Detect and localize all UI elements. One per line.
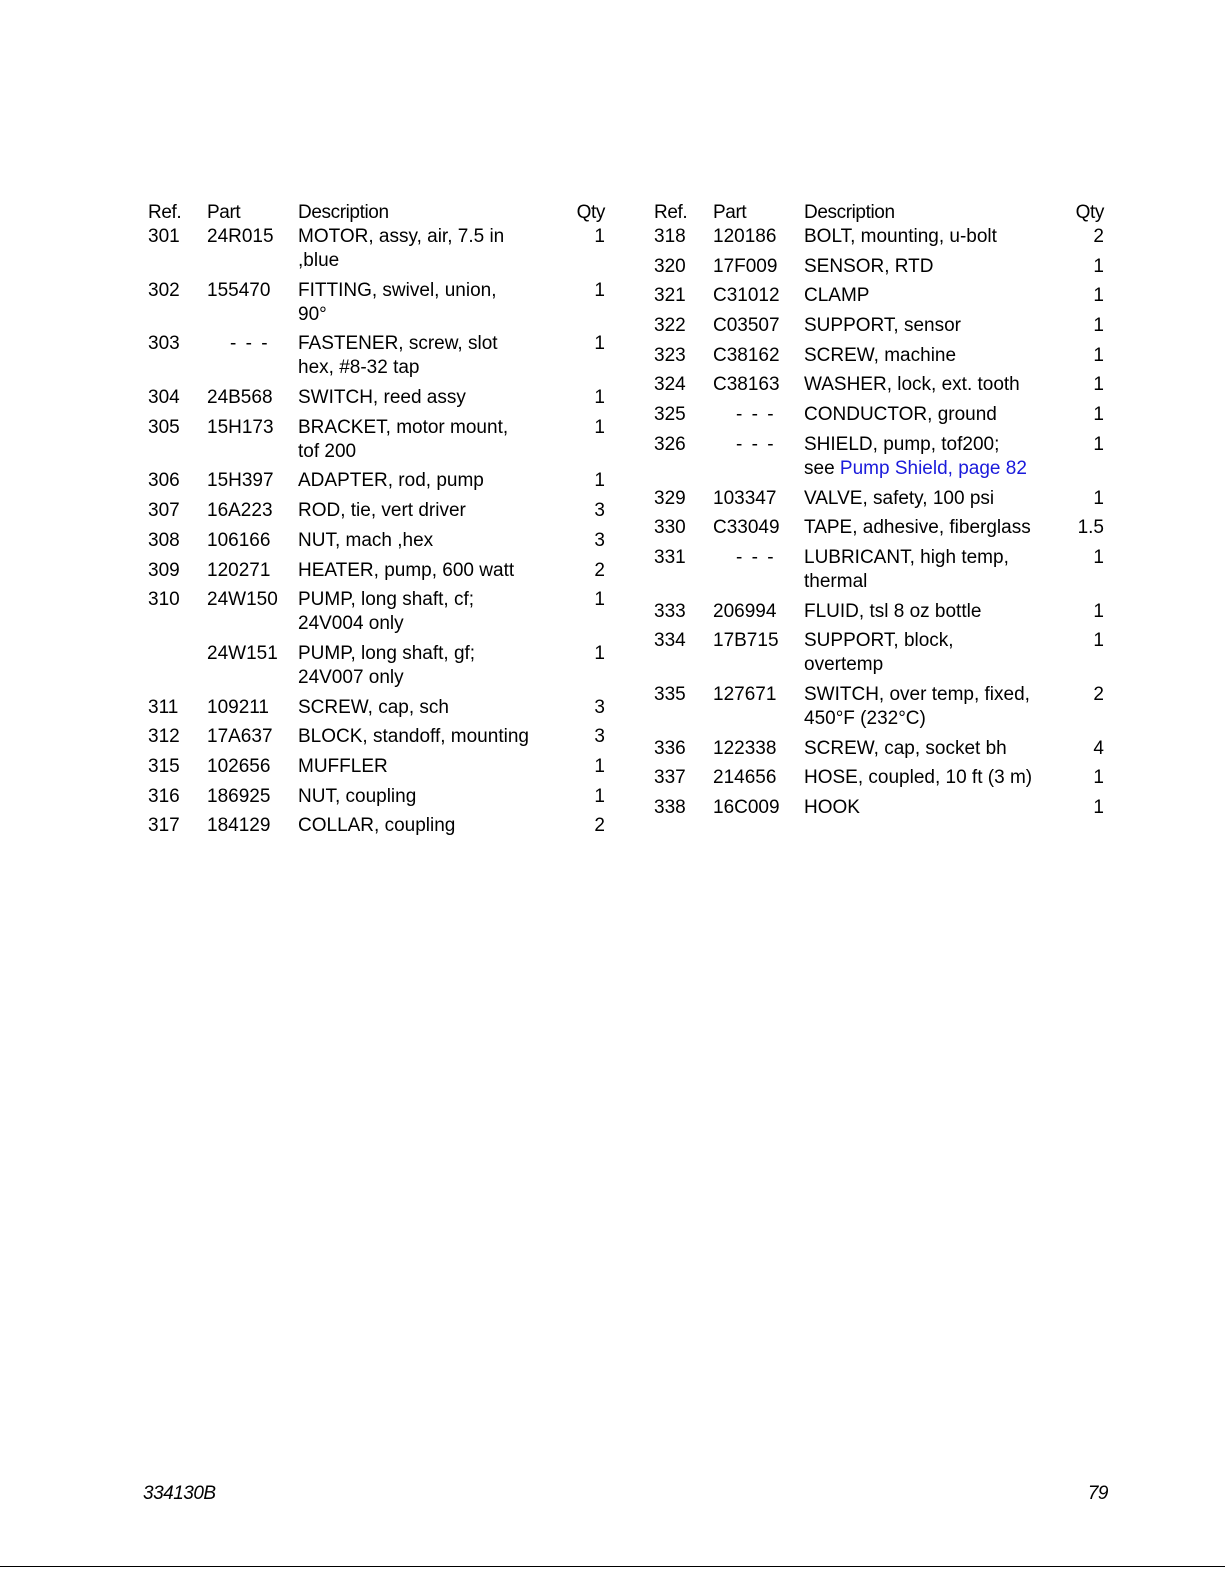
qty-cell: 1 xyxy=(594,387,605,409)
part-cell: - - - xyxy=(736,546,776,568)
description-line: FLUID, tsl 8 oz bottle xyxy=(804,600,982,622)
part-cell: C33049 xyxy=(713,517,780,539)
qty-cell: 1 xyxy=(1093,404,1104,426)
ref-cell: 320 xyxy=(654,255,686,277)
description-header: Description xyxy=(298,202,389,223)
description-cell xyxy=(298,469,548,499)
ref-cell: 321 xyxy=(654,285,686,307)
description-cell xyxy=(298,499,548,529)
qty-cell: 1 xyxy=(1093,600,1104,622)
qty-cell: 1 xyxy=(1093,797,1104,818)
description-line: SUPPORT, block, xyxy=(804,630,954,652)
description-cell xyxy=(804,344,1064,374)
description-cell xyxy=(298,279,548,333)
part-cell: - - - xyxy=(736,404,776,426)
ref-cell: 309 xyxy=(148,559,180,581)
table-row xyxy=(654,403,1104,433)
description-cell xyxy=(804,516,1064,546)
table-row xyxy=(148,755,605,785)
parts-rows-left xyxy=(148,225,605,844)
qty-cell: 1 xyxy=(594,470,605,492)
description-cell xyxy=(804,284,1064,314)
table-row xyxy=(654,766,1104,796)
description-cell xyxy=(298,225,548,279)
qty-cell: 1 xyxy=(594,785,605,807)
qty-header: Qty xyxy=(576,202,605,223)
table-row xyxy=(148,386,605,416)
ref-cell: 308 xyxy=(148,529,180,551)
ref-cell: 337 xyxy=(654,767,686,789)
part-cell: C03507 xyxy=(713,315,780,337)
description-line: hex, #8-32 tap xyxy=(298,357,420,379)
description-cell xyxy=(298,588,548,642)
table-row xyxy=(148,814,605,844)
table-row xyxy=(654,433,1104,487)
description-line: VALVE, safety, 100 psi xyxy=(804,487,995,509)
qty-cell: 3 xyxy=(594,529,605,551)
ref-cell: 311 xyxy=(148,696,179,718)
part-cell: 24B568 xyxy=(207,387,273,409)
description-line: NUT, coupling xyxy=(298,785,417,807)
description-line: COLLAR, coupling xyxy=(298,815,456,837)
description-line: ROD, tie, vert driver xyxy=(298,500,466,522)
table-row xyxy=(654,629,1104,683)
qty-cell: 2 xyxy=(1093,683,1104,705)
ref-cell: 303 xyxy=(148,333,180,355)
table-row xyxy=(654,255,1104,285)
table-row xyxy=(654,487,1104,517)
part-cell: 17F009 xyxy=(713,255,778,277)
qty-cell: 1 xyxy=(1093,487,1104,509)
qty-cell: 1 xyxy=(594,755,605,777)
table-row xyxy=(654,314,1104,344)
table-row xyxy=(148,588,605,642)
description-line: SCREW, machine xyxy=(804,344,957,366)
cross-reference-line xyxy=(804,457,1064,481)
description-header: Description xyxy=(804,202,895,223)
description-cell xyxy=(804,737,1064,767)
description-cell xyxy=(804,255,1064,285)
part-cell: 17B715 xyxy=(713,630,779,652)
table-row xyxy=(654,546,1104,600)
description-line: CLAMP xyxy=(804,285,870,307)
table-header-row xyxy=(654,197,1104,225)
part-cell: 206994 xyxy=(713,600,777,622)
ref-cell: 335 xyxy=(654,683,686,705)
ref-cell: 323 xyxy=(654,344,686,366)
part-cell: 24W150 xyxy=(207,589,278,611)
description-line: thermal xyxy=(804,570,868,592)
ref-cell: 329 xyxy=(654,487,686,509)
part-cell: 120186 xyxy=(713,226,777,247)
table-row xyxy=(148,696,605,726)
qty-cell: 1 xyxy=(594,642,605,664)
part-cell: 127671 xyxy=(713,683,777,705)
part-cell: C38163 xyxy=(713,374,780,396)
description-cell xyxy=(804,766,1064,796)
ref-cell: 315 xyxy=(148,755,180,777)
table-row xyxy=(654,225,1104,255)
table-row xyxy=(654,284,1104,314)
table-row xyxy=(654,600,1104,630)
ref-cell: 336 xyxy=(654,737,686,759)
ref-cell: 307 xyxy=(148,500,180,522)
qty-header: Qty xyxy=(1075,202,1104,223)
description-cell xyxy=(804,487,1064,517)
part-cell: 24R015 xyxy=(207,226,274,247)
pump-shield-link[interactable]: Pump Shield, page 82 xyxy=(839,457,1027,479)
description-line: ADAPTER, rod, pump xyxy=(298,470,484,492)
description-line: TAPE, adhesive, fiberglass xyxy=(804,517,1031,539)
part-cell: 186925 xyxy=(207,785,271,807)
description-line: HEATER, pump, 600 watt xyxy=(298,559,515,581)
table-row xyxy=(654,737,1104,767)
description-cell xyxy=(804,796,1064,826)
description-line: CONDUCTOR, ground xyxy=(804,404,997,426)
description-line: SUPPORT, sensor xyxy=(804,315,961,337)
description-cell xyxy=(804,373,1064,403)
qty-cell: 1 xyxy=(1093,433,1104,455)
part-header: Part xyxy=(207,202,241,223)
part-cell: C31012 xyxy=(713,285,780,307)
part-cell: 15H173 xyxy=(207,416,274,438)
description-line: 450°F (232°C) xyxy=(804,707,926,729)
qty-cell: 1 xyxy=(1093,767,1104,789)
ref-cell: 312 xyxy=(148,726,180,748)
table-row xyxy=(148,529,605,559)
see-prefix: see xyxy=(804,457,840,479)
qty-cell: 1 xyxy=(1093,285,1104,307)
description-cell xyxy=(298,696,548,726)
description-line: PUMP, long shaft, gf; xyxy=(298,642,476,664)
description-line: SHIELD, pump, tof200; xyxy=(804,433,1000,455)
table-row xyxy=(148,469,605,499)
description-line: 90° xyxy=(298,303,327,325)
description-cell xyxy=(804,433,1064,487)
part-cell: 214656 xyxy=(713,767,777,789)
description-line: BLOCK, standoff, mounting xyxy=(298,726,529,748)
part-cell: C38162 xyxy=(713,344,780,366)
ref-cell: 322 xyxy=(654,315,686,337)
table-row xyxy=(654,796,1104,826)
table-row xyxy=(148,225,605,279)
part-cell: 155470 xyxy=(207,279,271,301)
description-line: PUMP, long shaft, cf; xyxy=(298,589,475,611)
ref-cell: 338 xyxy=(654,797,686,818)
part-cell: 15H397 xyxy=(207,470,274,492)
description-cell xyxy=(298,332,548,386)
part-cell: 120271 xyxy=(207,559,271,581)
ref-cell: 302 xyxy=(148,279,180,301)
description-line: BRACKET, motor mount, xyxy=(298,416,509,438)
description-line: SCREW, cap, socket bh xyxy=(804,737,1007,759)
qty-cell: 2 xyxy=(1093,226,1104,247)
qty-cell: 1 xyxy=(1093,374,1104,396)
part-cell: 24W151 xyxy=(207,642,278,664)
description-line: 24V004 only xyxy=(298,613,404,635)
qty-cell: 2 xyxy=(594,559,605,581)
parts-rows-right xyxy=(654,225,1104,826)
description-line: 24V007 only xyxy=(298,666,404,688)
table-row xyxy=(148,559,605,589)
ref-cell: 304 xyxy=(148,387,180,409)
qty-cell: 1 xyxy=(594,589,605,611)
part-cell: - - - xyxy=(736,433,776,455)
qty-cell: 1 xyxy=(1093,344,1104,366)
ref-cell: 317 xyxy=(148,815,180,837)
description-line: SWITCH, reed assy xyxy=(298,387,466,409)
description-line: LUBRICANT, high temp, xyxy=(804,546,1009,568)
table-row xyxy=(148,725,605,755)
description-line: SCREW, cap, sch xyxy=(298,696,449,718)
description-cell xyxy=(804,546,1064,600)
bottom-divider xyxy=(0,1566,1225,1567)
ref-cell: 325 xyxy=(654,404,686,426)
description-line: MUFFLER xyxy=(298,755,388,777)
ref-cell xyxy=(148,642,207,696)
table-row xyxy=(148,332,605,386)
description-cell xyxy=(804,600,1064,630)
qty-cell: 1 xyxy=(594,226,605,247)
ref-cell: 334 xyxy=(654,630,686,652)
ref-cell: 330 xyxy=(654,517,686,539)
description-cell xyxy=(804,314,1064,344)
qty-cell: 3 xyxy=(594,726,605,748)
ref-cell: 316 xyxy=(148,785,180,807)
part-cell: - - - xyxy=(230,333,270,355)
table-row xyxy=(654,683,1104,737)
ref-cell: 331 xyxy=(654,546,686,568)
description-cell xyxy=(298,785,548,815)
part-cell: 109211 xyxy=(207,696,269,718)
qty-cell: 1 xyxy=(594,333,605,355)
parts-table-right xyxy=(654,197,1104,826)
description-cell xyxy=(804,629,1064,683)
description-line: MOTOR, assy, air, 7.5 in xyxy=(298,226,505,247)
ref-cell: 326 xyxy=(654,433,686,455)
table-header-row xyxy=(148,197,605,225)
table-row xyxy=(654,516,1104,546)
document-number: 334130B xyxy=(143,1483,216,1504)
ref-cell: 305 xyxy=(148,416,180,438)
description-line: overtemp xyxy=(804,654,884,676)
qty-cell: 2 xyxy=(594,815,605,837)
ref-header: Ref. xyxy=(148,202,182,223)
description-cell xyxy=(804,225,1064,255)
ref-cell: 333 xyxy=(654,600,686,622)
description-cell xyxy=(298,725,548,755)
ref-cell: 324 xyxy=(654,374,686,396)
table-row xyxy=(148,416,605,470)
ref-cell: 310 xyxy=(148,589,180,611)
ref-cell: 318 xyxy=(654,226,686,247)
qty-cell: 1.5 xyxy=(1077,517,1104,539)
part-cell: 16A223 xyxy=(207,500,273,522)
qty-cell: 1 xyxy=(1093,630,1104,652)
description-cell xyxy=(298,814,548,844)
description-cell xyxy=(298,559,548,589)
part-cell: 122338 xyxy=(713,737,777,759)
description-cell xyxy=(298,529,548,559)
description-line: FITTING, swivel, union, xyxy=(298,279,497,301)
description-cell xyxy=(804,403,1064,433)
qty-cell: 3 xyxy=(594,500,605,522)
description-line: SENSOR, RTD xyxy=(804,255,934,277)
description-line: WASHER, lock, ext. tooth xyxy=(804,374,1020,396)
part-cell: 103347 xyxy=(713,487,777,509)
qty-cell: 4 xyxy=(1093,737,1104,759)
part-cell: 17A637 xyxy=(207,726,273,748)
qty-cell: 1 xyxy=(594,279,605,301)
part-cell: 184129 xyxy=(207,815,271,837)
part-cell: 16C009 xyxy=(713,797,780,818)
description-line: BOLT, mounting, u-bolt xyxy=(804,226,997,247)
description-line: NUT, mach ,hex xyxy=(298,529,434,551)
qty-cell: 3 xyxy=(594,696,605,718)
description-line: SWITCH, over temp, fixed, xyxy=(804,683,1030,705)
description-cell xyxy=(298,416,548,470)
description-line: HOOK xyxy=(804,797,860,818)
ref-header: Ref. xyxy=(654,202,688,223)
description-line: ,blue xyxy=(298,250,340,271)
parts-table-left xyxy=(148,197,605,844)
description-line: HOSE, coupled, 10 ft (3 m) xyxy=(804,767,1033,789)
qty-cell: 1 xyxy=(1093,546,1104,568)
description-cell xyxy=(804,683,1064,737)
ref-cell: 301 xyxy=(148,226,180,247)
description-line: tof 200 xyxy=(298,440,357,462)
qty-cell: 1 xyxy=(594,416,605,438)
ref-cell: 306 xyxy=(148,470,180,492)
page-number: 79 xyxy=(1087,1483,1108,1504)
table-row xyxy=(148,499,605,529)
description-line: FASTENER, screw, slot xyxy=(298,333,498,355)
qty-cell: 1 xyxy=(1093,255,1104,277)
table-row xyxy=(148,642,605,696)
table-row xyxy=(148,785,605,815)
part-cell: 102656 xyxy=(207,755,271,777)
qty-cell: 1 xyxy=(1093,315,1104,337)
part-header: Part xyxy=(713,202,747,223)
table-row xyxy=(148,279,605,333)
description-cell xyxy=(298,642,548,696)
part-cell: 106166 xyxy=(207,529,271,551)
description-cell xyxy=(298,755,548,785)
table-row xyxy=(654,373,1104,403)
table-row xyxy=(654,344,1104,374)
description-cell xyxy=(298,386,548,416)
